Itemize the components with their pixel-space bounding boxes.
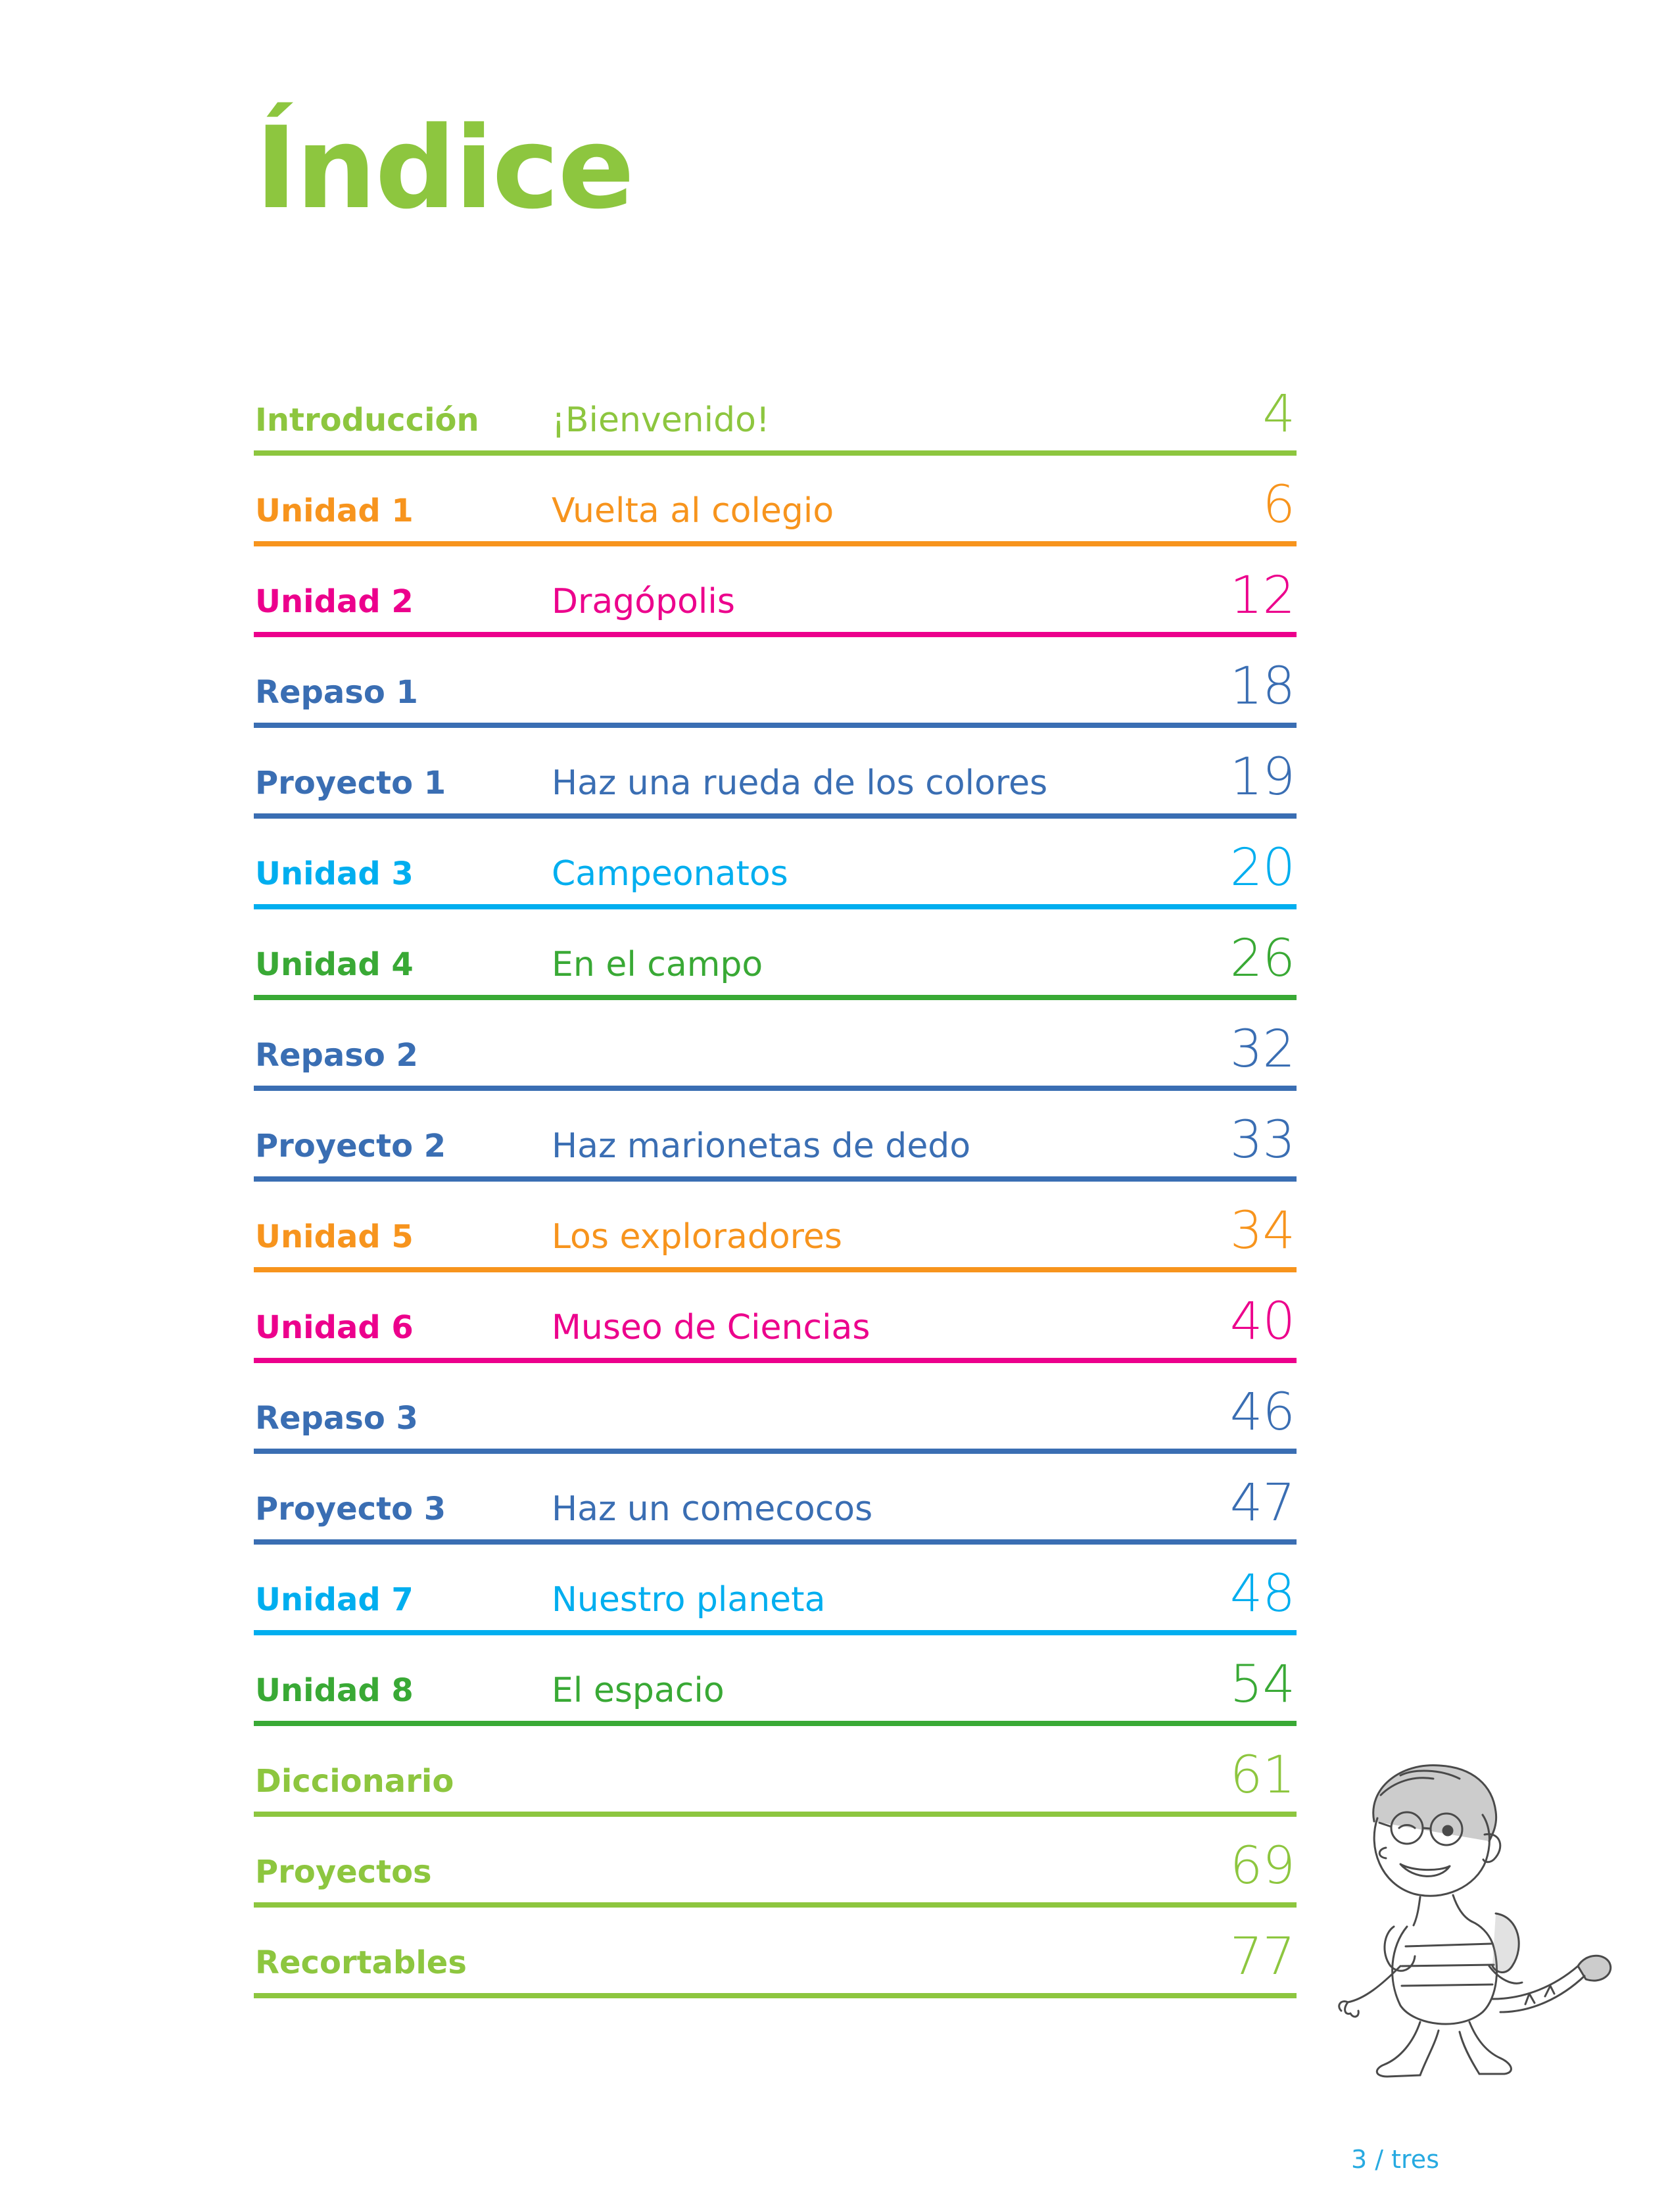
toc-label: Unidad 2	[255, 583, 414, 620]
toc-label: Diccionario	[255, 1763, 454, 1800]
toc-topic: Haz un comecocos	[552, 1489, 873, 1529]
toc-topic: Dragópolis	[552, 582, 735, 621]
toc-page-number: 47	[1229, 1474, 1295, 1533]
page-number-footer: 3 / tres	[1350, 2145, 1439, 2174]
toc-row-proyecto-2[interactable]	[254, 1091, 1297, 1182]
toc-label: Repaso 3	[255, 1400, 418, 1437]
toc-label: Unidad 6	[255, 1309, 414, 1346]
toc-label: Unidad 1	[255, 493, 414, 529]
page-title: Índice	[255, 102, 634, 234]
toc-page-number: 48	[1229, 1564, 1295, 1623]
toc-row-unidad-8[interactable]	[254, 1635, 1297, 1726]
toc-topic: Campeonatos	[552, 854, 788, 894]
toc-row-unidad-3[interactable]	[254, 819, 1297, 909]
toc-label: Unidad 3	[255, 855, 414, 892]
toc-page-number: 12	[1229, 566, 1295, 625]
toc-topic: El espacio	[552, 1671, 725, 1710]
toc-page-number: 18	[1229, 657, 1295, 716]
toc-label: Proyecto 1	[255, 765, 446, 802]
toc-topic: ¡Bienvenido!	[552, 400, 770, 440]
toc-row-unidad-4[interactable]	[254, 909, 1297, 1000]
toc-page-number: 40	[1229, 1292, 1295, 1351]
toc-page-number: 61	[1229, 1746, 1295, 1805]
toc-row-introduccion[interactable]	[254, 365, 1297, 456]
toc-row-repaso-2[interactable]	[254, 1000, 1297, 1091]
toc-label: Proyecto 2	[255, 1128, 446, 1165]
toc-row-proyectos[interactable]	[254, 1817, 1297, 1908]
toc-topic: Haz marionetas de dedo	[552, 1126, 971, 1166]
toc-label: Unidad 5	[255, 1218, 414, 1255]
toc-row-repaso-3[interactable]	[254, 1363, 1297, 1454]
toc-row-unidad-1[interactable]	[254, 456, 1297, 546]
toc-topic: Vuelta al colegio	[552, 491, 834, 531]
toc-page-number: 26	[1229, 929, 1295, 988]
toc-label: Repaso 2	[255, 1037, 418, 1074]
toc-row-unidad-6[interactable]	[254, 1272, 1297, 1363]
toc-row-repaso-1[interactable]	[254, 637, 1297, 728]
toc-topic: En el campo	[552, 945, 763, 984]
toc-row-unidad-2[interactable]	[254, 546, 1297, 637]
toc-label: Recortables	[255, 1944, 467, 1981]
toc-label: Unidad 7	[255, 1581, 414, 1618]
toc-page-number: 77	[1229, 1927, 1295, 1986]
toc-page-number: 54	[1229, 1655, 1295, 1714]
toc-label: Unidad 4	[255, 946, 414, 983]
toc-label: Repaso 1	[255, 674, 418, 711]
toc-page-number: 20	[1229, 838, 1295, 898]
toc-topic: Museo de Ciencias	[552, 1308, 870, 1347]
toc-row-recortables[interactable]	[254, 1908, 1297, 1998]
toc-page-number: 46	[1229, 1383, 1295, 1442]
toc-row-unidad-7[interactable]	[254, 1545, 1297, 1635]
toc-row-unidad-5[interactable]	[254, 1182, 1297, 1272]
toc-topic: Nuestro planeta	[552, 1580, 826, 1620]
toc-page-number: 32	[1229, 1020, 1295, 1079]
table-of-contents	[254, 365, 1297, 1998]
toc-label: Unidad 8	[255, 1672, 414, 1709]
toc-row-proyecto-3[interactable]	[254, 1454, 1297, 1545]
toc-page-number: 19	[1229, 748, 1295, 807]
toc-row-diccionario[interactable]	[254, 1726, 1297, 1817]
toc-row-proyecto-1[interactable]	[254, 728, 1297, 819]
toc-label: Introducción	[255, 402, 479, 439]
toc-page-number: 4	[1262, 385, 1295, 444]
toc-topic: Haz una rueda de los colores	[552, 763, 1048, 803]
toc-page-number: 33	[1229, 1111, 1295, 1170]
toc-label: Proyecto 3	[255, 1491, 446, 1527]
dragon-mascot-illustration	[1328, 1749, 1617, 2091]
toc-page-number: 69	[1229, 1837, 1295, 1896]
toc-label: Proyectos	[255, 1854, 432, 1890]
toc-topic: Los exploradores	[552, 1217, 842, 1257]
toc-page-number: 34	[1229, 1201, 1295, 1261]
toc-page-number: 6	[1262, 475, 1295, 535]
